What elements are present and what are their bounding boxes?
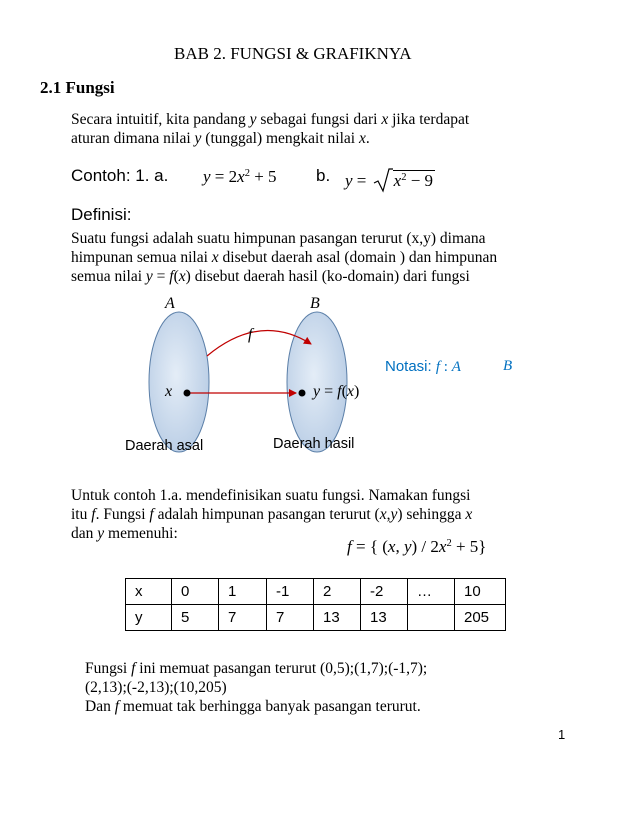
table-cell: 205 xyxy=(455,605,506,631)
values-table xyxy=(125,578,506,631)
table-cell: 13 xyxy=(361,605,408,631)
notation-text: Notasi: f : A xyxy=(385,358,461,375)
example-label: Contoh: 1. a. xyxy=(71,166,169,185)
codomain-set-ellipse xyxy=(287,312,347,452)
example-text-line-1: Untuk contoh 1.a. mendefinisikan suatu fungsi. Namakan fungsi xyxy=(71,487,471,504)
table-cell: 7 xyxy=(219,605,267,631)
section-title: 2.1 Fungsi xyxy=(40,78,115,97)
chapter-title: BAB 2. FUNGSI & GRAFIKNYA xyxy=(174,44,412,63)
domain-set-ellipse xyxy=(149,312,209,452)
table-cell: y xyxy=(126,605,172,631)
equation-b: $y = x^2 - 9$ xyxy=(345,167,435,193)
table-row xyxy=(126,605,506,631)
set-b-label: B xyxy=(310,295,320,312)
domain-label: Daerah asal xyxy=(125,438,204,454)
footer-line-3: Dan f memuat tak berhingga banyak pasangan terurut. xyxy=(85,698,421,715)
notation-set-b: B xyxy=(503,358,513,374)
definition-line-3: semua nilai y = f(x) disebut daerah hasil (ko-domain) dari fungsi xyxy=(71,268,470,285)
intro-line-1: Secara intuitif, kita pandang y sebagai fungsi dari x jika terdapat xyxy=(71,111,470,128)
page-number: 1 xyxy=(558,727,566,742)
definition-line-1: Suatu fungsi adalah suatu himpunan pasangan terurut (x,y) dimana xyxy=(71,230,486,247)
domain-point xyxy=(184,390,191,397)
table-row xyxy=(126,579,506,605)
table-cell: 13 xyxy=(314,605,361,631)
table-cell: 10 xyxy=(455,579,506,605)
intro-line-2: aturan dimana nilai y (tunggal) mengkait nilai x. xyxy=(71,130,370,147)
codomain-point xyxy=(299,390,306,397)
table-cell xyxy=(408,605,455,631)
point-y-label: y = f(x) xyxy=(313,383,360,400)
set-a-label: A xyxy=(165,295,175,312)
equation-a: $y = 2x^2 + 5$ xyxy=(203,167,277,186)
table-cell: … xyxy=(408,579,455,605)
arrow-f-label: f xyxy=(248,326,253,343)
definition-line-2: himpunan semua nilai x disebut daerah asal (domain ) dan himpunan xyxy=(71,249,498,266)
table-cell: -2 xyxy=(361,579,408,605)
codomain-label: Daerah hasil xyxy=(273,436,355,452)
table-cell: 7 xyxy=(267,605,314,631)
example-text-line-3: dan y memenuhi: xyxy=(71,525,178,542)
set-equation: f = { (x, $y) / 2x^2 + 5$} xyxy=(347,537,487,556)
table-cell: 1 xyxy=(219,579,267,605)
table-cell: 0 xyxy=(172,579,219,605)
example-text-line-2: itu f. Fungsi f adalah himpunan pasangan terurut (x,y) sehingga x xyxy=(71,506,473,523)
footer-line-2: (2,13);(-2,13);(10,205) xyxy=(85,679,227,696)
table-cell: 5 xyxy=(172,605,219,631)
table-cell: -1 xyxy=(267,579,314,605)
point-x-label: x xyxy=(165,383,173,400)
table-cell: 2 xyxy=(314,579,361,605)
footer-line-1: Fungsi f ini memuat pasangan terurut (0,5);(1,7);(-1,7); xyxy=(85,660,428,677)
example-b-label: b. xyxy=(316,166,331,185)
definition-heading: Definisi: xyxy=(71,205,132,224)
table-cell: x xyxy=(126,579,172,605)
